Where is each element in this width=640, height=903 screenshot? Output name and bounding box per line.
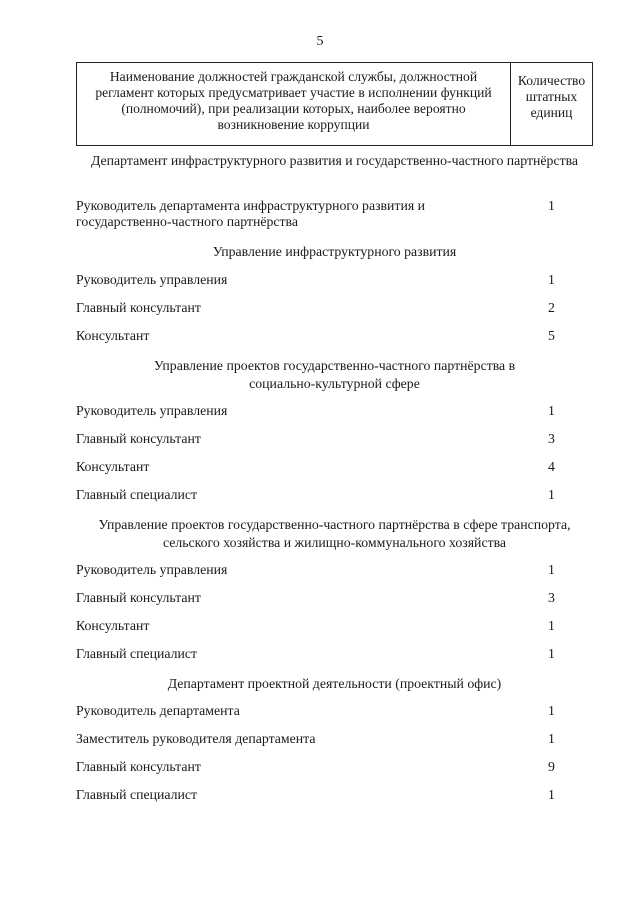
position-name: Главный специалист — [76, 787, 198, 802]
position-count: 1 — [548, 198, 555, 213]
position-count: 1 — [548, 731, 555, 746]
position-name: Главный консультант — [76, 300, 201, 315]
position-count: 1 — [548, 703, 555, 718]
position-count: 5 — [548, 328, 555, 343]
table-row — [76, 300, 556, 316]
position-count: 1 — [548, 646, 555, 661]
table-row — [76, 562, 556, 578]
section-title: Департамент инфраструктурного развития и государственно-частного партнёрства — [90, 153, 579, 168]
table-header — [76, 62, 593, 146]
position-count: 1 — [548, 618, 555, 633]
position-count: 1 — [548, 487, 555, 502]
position-count: 3 — [548, 431, 555, 446]
table-row — [76, 787, 556, 803]
position-name: Заместитель руководителя департамента — [76, 731, 316, 746]
position-name: Главный консультант — [76, 431, 201, 446]
table-row — [76, 198, 556, 230]
position-name: Консультант — [76, 328, 150, 343]
position-count: 1 — [548, 562, 555, 577]
position-count: 1 — [548, 787, 555, 802]
position-name: Главный специалист — [76, 487, 198, 502]
position-name: Консультант — [76, 459, 150, 474]
table-row — [76, 431, 556, 447]
table-row — [76, 703, 556, 719]
table-row — [76, 731, 556, 747]
position-count: 3 — [548, 590, 555, 605]
position-count: 2 — [548, 300, 555, 315]
position-name: Главный консультант — [76, 759, 201, 774]
position-name: Руководитель управления — [76, 272, 228, 287]
section-title: Управление проектов государственно-частного партнёрства в сфере транспорта, сельского хозяйства и жилищно-коммунального хозяйства — [98, 517, 571, 550]
table-row — [76, 459, 556, 475]
position-name: Главный специалист — [76, 646, 198, 661]
position-name: Главный консультант — [76, 590, 201, 605]
section-title: Управление инфраструктурного развития — [212, 244, 457, 259]
table-row — [76, 646, 556, 662]
page-number: 5 — [316, 34, 324, 49]
table-row — [76, 759, 556, 775]
position-name: Руководитель управления — [76, 403, 228, 418]
position-count: 1 — [548, 403, 555, 418]
header-count-column: Количество штатных единиц — [517, 73, 586, 120]
position-count: 4 — [548, 459, 555, 474]
table-row — [76, 618, 556, 634]
position-name: Руководитель управления — [76, 562, 228, 577]
position-name: Руководитель департамента инфраструктурного развития и государственно-частного партнёрства — [76, 198, 426, 229]
position-count: 1 — [548, 272, 555, 287]
position-count: 9 — [548, 759, 555, 774]
table-row — [76, 272, 556, 288]
table-row — [76, 487, 556, 503]
table-row — [76, 328, 556, 344]
header-position-column: Наименование должностей гражданской службы, должностной регламент которых предусматривает участие в исполнении функций (полномочий), при реализации которых, наиболее вероятно возникновение коррупции — [77, 63, 511, 145]
position-name: Консультант — [76, 618, 150, 633]
table-row — [76, 590, 556, 606]
section-title: Управление проектов государственно-частного партнёрства в социально-культурной сфере — [153, 358, 516, 391]
section-title: Департамент проектной деятельности (проектный офис) — [167, 676, 502, 691]
table-row — [76, 403, 556, 419]
position-name: Руководитель департамента — [76, 703, 240, 718]
